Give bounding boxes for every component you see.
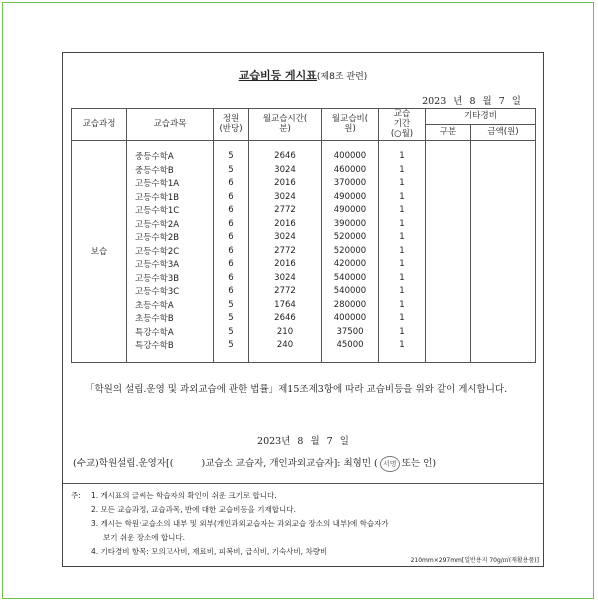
header-subject: 교습과목: [127, 109, 214, 141]
cell-period: 1: [379, 271, 426, 285]
cell-subject: 고등수학1A: [127, 176, 214, 190]
fee-table: [71, 108, 536, 363]
cell-hours: 3024: [249, 190, 322, 204]
cell-course: [72, 163, 127, 177]
cell-fee: 390000: [322, 217, 379, 231]
law-statement: 「학원의 설립.운영 및 과외교습에 관한 법률」제15조제3항에 따라 교습비등을 위와 같이 게시합니다.: [85, 384, 508, 395]
cell-period: 1: [379, 257, 426, 271]
note-item: 2. 모든 교습과정, 교습과목, 반에 대한 교습비등을 기재합니다.: [91, 504, 296, 514]
cell-period: 1: [379, 338, 426, 362]
cell-course: [72, 257, 127, 271]
cell-fee: 370000: [322, 176, 379, 190]
cell-period: 1: [379, 230, 426, 244]
table-row: [72, 203, 536, 217]
cell-hours: 3024: [249, 271, 322, 285]
header-other: 기타경비: [426, 109, 536, 125]
table-row: [72, 176, 536, 190]
cell-subject: 초등수학A: [127, 298, 214, 312]
cell-subject: 초등수학B: [127, 311, 214, 325]
cell-other-item: [426, 230, 471, 244]
cell-capacity: 5: [214, 298, 249, 312]
header-capacity: 정원 (반당): [214, 109, 249, 141]
cell-subject: 고등수학1C: [127, 203, 214, 217]
cell-other-amount: [471, 257, 536, 271]
cell-hours: 2016: [249, 176, 322, 190]
cell-other-item: [426, 203, 471, 217]
cell-capacity: 6: [214, 190, 249, 204]
cell-other-amount: [471, 217, 536, 231]
cell-course: [72, 271, 127, 285]
operator-prefix: (수교)학원설립.운영자[(: [73, 458, 174, 469]
cell-subject: 고등수학3C: [127, 284, 214, 298]
cell-course: 보습: [72, 244, 127, 258]
cell-other-item: [426, 257, 471, 271]
header-other-amount: 금액(원): [471, 125, 536, 141]
cell-course: [72, 217, 127, 231]
cell-period: 1: [379, 203, 426, 217]
cell-hours: 240: [249, 338, 322, 362]
cell-other-amount: [471, 230, 536, 244]
header-monthly-fee: 월교습비( 원): [322, 109, 379, 141]
cell-fee: 490000: [322, 203, 379, 217]
table-row: [72, 163, 536, 177]
header-other-item: 구분: [426, 125, 471, 141]
operator-middle: )교습소 교습자, 개인과외교습자]: 최형민 (: [201, 458, 378, 469]
table-row: [72, 230, 536, 244]
cell-capacity: 5: [214, 163, 249, 177]
cell-other-item: [426, 176, 471, 190]
cell-capacity: 6: [214, 217, 249, 231]
operator-suffix: 또는 인): [401, 458, 437, 469]
cell-capacity: 6: [214, 284, 249, 298]
cell-fee: 280000: [322, 298, 379, 312]
cell-other-amount: [471, 284, 536, 298]
header-course: 교습과정: [72, 109, 127, 141]
cell-other-item: [426, 141, 471, 163]
cell-hours: 2016: [249, 257, 322, 271]
cell-fee: 400000: [322, 141, 379, 163]
cell-subject: 중등수학A: [127, 141, 214, 163]
cell-other-amount: [471, 163, 536, 177]
cell-other-item: [426, 190, 471, 204]
cell-capacity: 6: [214, 257, 249, 271]
paper-size-note: 210mm×297mm[일반용지 70g/㎡(재활용품)]: [410, 557, 539, 564]
cell-capacity: 6: [214, 230, 249, 244]
cell-course: [72, 176, 127, 190]
cell-subject: 고등수학1B: [127, 190, 214, 204]
cell-capacity: 6: [214, 244, 249, 258]
cell-fee: 37500: [322, 325, 379, 339]
cell-hours: 3024: [249, 230, 322, 244]
cell-period: 1: [379, 163, 426, 177]
cell-other-item: [426, 325, 471, 339]
document-page: [62, 52, 544, 567]
cell-period: 1: [379, 325, 426, 339]
table-row: [72, 217, 536, 231]
cell-subject: 고등수학3A: [127, 257, 214, 271]
cell-other-amount: [471, 298, 536, 312]
cell-course: [72, 298, 127, 312]
cell-hours: 2016: [249, 217, 322, 231]
cell-subject: 고등수학2C: [127, 244, 214, 258]
cell-period: 1: [379, 217, 426, 231]
cell-course: [72, 230, 127, 244]
notes-divider: [63, 483, 543, 484]
note-item: 1. 게시표의 글씨는 학습자의 확인이 쉬운 크기로 합니다.: [91, 491, 277, 500]
cell-fee: 490000: [322, 190, 379, 204]
cell-fee: 520000: [322, 244, 379, 258]
header-period: 교습 기간 (○월): [379, 109, 426, 141]
cell-capacity: 5: [214, 311, 249, 325]
note-item: 4. 기타경비 항목: 모의고사비, 재료비, 피복비, 급식비, 기숙사비, 차량비: [91, 546, 328, 556]
cell-course: [72, 141, 127, 163]
cell-period: 1: [379, 298, 426, 312]
cell-hours: 2772: [249, 284, 322, 298]
cell-other-amount: [471, 190, 536, 204]
cell-period: 1: [379, 244, 426, 258]
cell-fee: 400000: [322, 311, 379, 325]
title-main: 교습비등 게시표: [238, 69, 317, 82]
table-row: [72, 141, 536, 163]
cell-subject: 고등수학3B: [127, 271, 214, 285]
cell-other-item: [426, 338, 471, 362]
cell-subject: 특강수학B: [127, 338, 214, 362]
cell-other-item: [426, 284, 471, 298]
posting-date: 2023 년 8 월 7 일: [422, 96, 521, 107]
cell-period: 1: [379, 284, 426, 298]
cell-other-amount: [471, 244, 536, 258]
note-item: 3. 게시는 학원·교습소의 내부 및 외부(개인과외교습자는 과외교습 장소의 내부)에 학습자가: [91, 518, 389, 528]
cell-hours: 2772: [249, 203, 322, 217]
cell-fee: 520000: [322, 230, 379, 244]
cell-course: [72, 311, 127, 325]
notes-label: 주:: [71, 491, 81, 500]
cell-capacity: 6: [214, 203, 249, 217]
signature-date: 2023년 8 월 7 일: [257, 436, 349, 447]
cell-hours: 2646: [249, 311, 322, 325]
title-sub: (제8조 관련): [316, 72, 368, 82]
table-row: [72, 338, 536, 362]
cell-other-item: [426, 271, 471, 285]
cell-other-amount: [471, 176, 536, 190]
cell-subject: 특강수학A: [127, 325, 214, 339]
cell-other-item: [426, 311, 471, 325]
cell-subject: 고등수학2A: [127, 217, 214, 231]
cell-course: [72, 338, 127, 362]
cell-period: 1: [379, 141, 426, 163]
cell-subject: 고등수학2B: [127, 230, 214, 244]
cell-capacity: 6: [214, 176, 249, 190]
note-item: 보기 쉬운 장소에 합니다.: [103, 532, 185, 542]
cell-other-item: [426, 298, 471, 312]
table-row: [72, 298, 536, 312]
cell-capacity: 5: [214, 141, 249, 163]
cell-other-item: [426, 244, 471, 258]
cell-fee: 460000: [322, 163, 379, 177]
operator-line: [73, 455, 538, 472]
table-row: [72, 257, 536, 271]
cell-other-amount: [471, 338, 536, 362]
cell-other-amount: [471, 271, 536, 285]
cell-course: [72, 190, 127, 204]
cell-capacity: 6: [214, 271, 249, 285]
cell-fee: 420000: [322, 257, 379, 271]
cell-course: [72, 203, 127, 217]
table-row: [72, 325, 536, 339]
cell-other-amount: [471, 311, 536, 325]
cell-fee: 540000: [322, 271, 379, 285]
signature-stamp: 서명: [380, 456, 400, 472]
document-title: [63, 67, 543, 83]
table-row: [72, 244, 536, 258]
table-row: [72, 271, 536, 285]
table-row: [72, 311, 536, 325]
notes-section: [71, 489, 536, 558]
cell-hours: 2646: [249, 141, 322, 163]
header-monthly-hours: 월교습시간( 분): [249, 109, 322, 141]
cell-course: [72, 284, 127, 298]
cell-course: [72, 325, 127, 339]
cell-hours: 2772: [249, 244, 322, 258]
cell-other-item: [426, 163, 471, 177]
cell-hours: 3024: [249, 163, 322, 177]
cell-capacity: 5: [214, 338, 249, 362]
table-row: [72, 284, 536, 298]
cell-fee: 540000: [322, 284, 379, 298]
table-row: [72, 190, 536, 204]
cell-other-amount: [471, 203, 536, 217]
cell-period: 1: [379, 176, 426, 190]
cell-fee: 45000: [322, 338, 379, 362]
cell-period: 1: [379, 190, 426, 204]
cell-other-item: [426, 217, 471, 231]
cell-hours: 1764: [249, 298, 322, 312]
cell-other-amount: [471, 141, 536, 163]
cell-other-amount: [471, 325, 536, 339]
cell-period: 1: [379, 311, 426, 325]
cell-subject: 중등수학B: [127, 163, 214, 177]
cell-hours: 210: [249, 325, 322, 339]
cell-capacity: 5: [214, 325, 249, 339]
